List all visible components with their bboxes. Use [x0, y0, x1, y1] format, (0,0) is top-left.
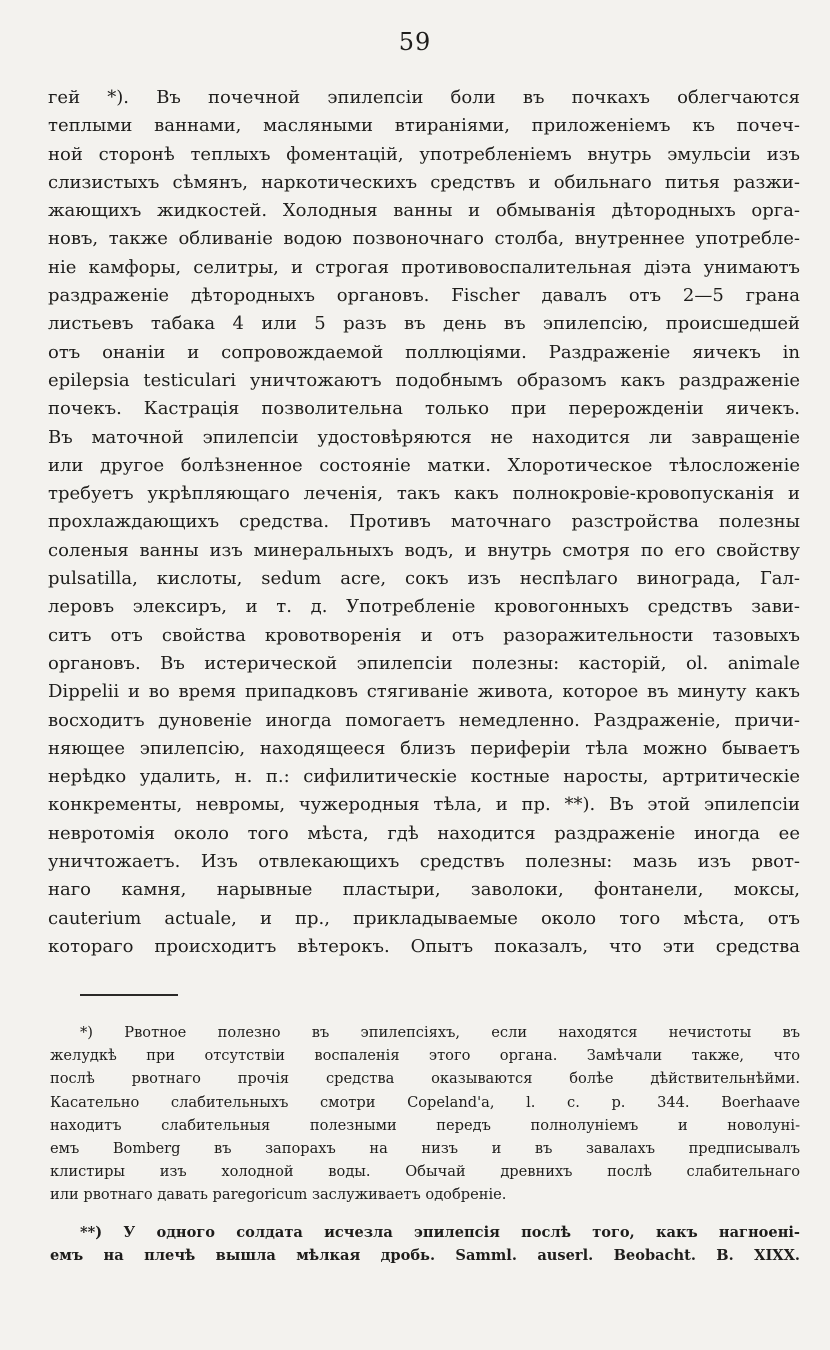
- footnote-1: [50, 1021, 800, 1207]
- footnote-line: **) У одного солдата исчезла эпилепсія послѣ того, какъ нагноені-: [80, 1223, 800, 1241]
- text-line: отъ онаніи и сопровождаемой поллюціями. Раздраженіе яичекъ in: [48, 341, 800, 363]
- text-line: ной сторонѣ теплыхъ фоментацій, употребленіемъ внутрь эмульсіи изъ: [48, 143, 800, 165]
- footnotes-block: [50, 1021, 800, 1267]
- text-line: Въ маточной эпилепсіи удостовѣряются не находится ли завращеніе: [48, 426, 800, 448]
- footnote-line: емъ Bomberg въ запорахъ на низъ и въ завалахъ предписывалъ: [50, 1139, 800, 1157]
- text-line: epilepsia testiculari уничтожаютъ подобнымъ образомъ какъ раздраженіе: [48, 369, 800, 391]
- footnote-line: *) Рвотное полезно въ эпилепсіяхъ, если находятся нечистоты въ: [80, 1024, 800, 1041]
- text-line: ніе камфоры, селитры, и строгая противовоспалительная діэта унимаютъ: [48, 256, 800, 278]
- text-line: почекъ. Кастрація позволительна только при перерожденіи яичекъ.: [48, 398, 800, 420]
- text-line: новъ, также обливаніе водою позвоночнаго столба, внутреннее употребле-: [48, 228, 800, 250]
- text-line: жающихъ жидкостей. Холодныя ванны и обмыванія дѣтородныхъ орга-: [48, 200, 800, 222]
- text-line: требуетъ укрѣпляющаго леченія, такъ какъ полнокровіе-кровопусканія и: [48, 483, 800, 505]
- footnote-line: клистиры изъ холодной воды. Обычай древнихъ послѣ слабительнаго: [50, 1163, 800, 1181]
- footnote-gap: [50, 1207, 800, 1221]
- text-line: ситъ отъ свойства кровотворенія и отъ разоражительности тазовыхъ: [48, 624, 800, 646]
- text-line: теплыми ваннами, масляными втираніями, приложеніемъ къ почеч-: [48, 115, 800, 137]
- footnote-line: Касательно слабительныхъ смотри Copeland'a, l. c. p. 344. Boerhaave: [50, 1093, 800, 1111]
- text-line: pulsatilla, кислоты, sedum acre, сокъ изъ неспѣлаго винограда, Гал-: [48, 568, 800, 590]
- text-line: нерѣдко удалить, н. п.: сифилитическіе костные наросты, артритическіе: [48, 766, 800, 788]
- text-line: cauterium actuale, и пр., прикладываемые около того мѣста, отъ: [48, 907, 800, 929]
- page-number: 59: [398, 28, 432, 56]
- text-line: котораго происходитъ вѣтерокъ. Опытъ показалъ, что эти средства: [48, 935, 800, 957]
- text-line: восходитъ дуновеніе иногда помогаетъ немедленно. Раздраженіе, причи-: [48, 709, 800, 731]
- footnote-line: или рвотнаго давать paregoricum заслуживаетъ одобреніе.: [50, 1186, 507, 1204]
- footnote-line: послѣ рвотнаго прочія средства оказываются болѣе дѣйствительнѣйми.: [50, 1070, 800, 1088]
- footnote-divider: [80, 994, 178, 996]
- text-line: леровъ элексиръ, и т. д. Употребленіе кровогонныхъ средствъ зави-: [48, 596, 800, 618]
- footnote-line: находитъ слабительныя полезными передъ полнолуніемъ и новолуні-: [50, 1116, 800, 1134]
- footnote-line: емъ на плечѣ вышла мѣлкая дробь. Samml. auserl. Beobacht. B. XIXX.: [50, 1246, 800, 1264]
- main-text-block: [48, 84, 800, 961]
- text-line: няющее эпилепсію, находящееся близъ периферіи тѣла можно бываетъ: [48, 737, 800, 759]
- text-line: невротомія около того мѣста, гдѣ находится раздраженіе иногда ее: [48, 822, 800, 844]
- text-line: листьевъ табака 4 или 5 разъ въ день въ эпилепсію, происшедшей: [48, 313, 800, 335]
- text-line: раздраженіе дѣтородныхъ органовъ. Fischer давалъ отъ 2—5 грана: [48, 285, 800, 307]
- footnote-2: [50, 1221, 800, 1267]
- text-line: гей *). Въ почечной эпилепсіи боли въ почкахъ облегчаются: [48, 87, 800, 108]
- footnote-line: желудкѣ при отсутствіи воспаленія этого органа. Замѣчали также, что: [50, 1047, 800, 1065]
- text-line: соленыя ванны изъ минеральныхъ водъ, и внутрь смотря по его свойству: [48, 539, 800, 561]
- text-line: уничтожаетъ. Изъ отвлекающихъ средствъ полезны: мазь изъ рвот-: [48, 851, 800, 873]
- text-line: органовъ. Въ истерической эпилепсіи полезны: касторій, ol. animale: [48, 652, 800, 674]
- text-line: прохлаждающихъ средства. Противъ маточнаго разстройства полезны: [48, 511, 800, 533]
- text-line: Dippelii и во время припадковъ стягиваніе живота, которое въ минуту какъ: [48, 681, 800, 703]
- text-line: наго камня, нарывные пластыри, заволоки, фонтанели, моксы,: [48, 879, 800, 901]
- text-line: слизистыхъ сѣмянъ, наркотическихъ средствъ и обильнаго питья разжи-: [48, 171, 800, 193]
- text-line: или другое болѣзненное состояніе матки. Хлоротическое тѣлосложеніе: [48, 454, 800, 476]
- text-line: конкременты, невромы, чужеродныя тѣла, и пр. **). Въ этой эпилепсіи: [48, 794, 800, 816]
